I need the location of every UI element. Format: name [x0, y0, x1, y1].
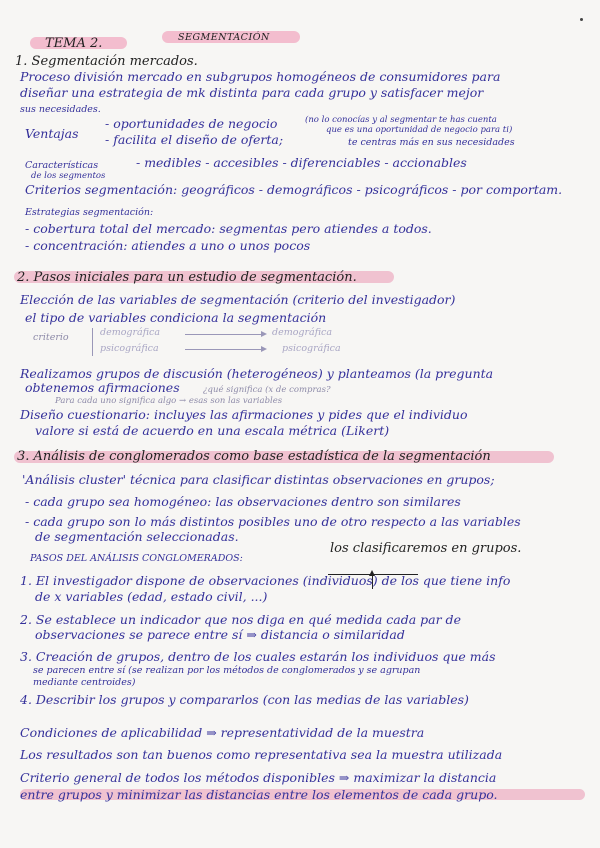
pasos-heading: PASOS DEL ANÁLISIS CONGLOMERADOS:: [30, 553, 243, 564]
bullet-cuestionario: Diseño cuestionario: incluyes las afirmaciones y pides que el individuo: [20, 407, 468, 422]
paso-2-sub: observaciones se parece entre sí ⇒ distancia o similaridad: [35, 627, 405, 642]
clasificaremos-note: los clasificaremos en grupos.: [330, 541, 522, 556]
ventajas-label: Ventajas: [25, 126, 79, 141]
analisis-cluster-def: 'Análisis cluster' técnica para clasificar distintas observaciones en grupos;: [22, 472, 495, 487]
bullet-afirmaciones: obtenemos afirmaciones: [25, 380, 180, 395]
criterio-bracket: [92, 328, 93, 356]
estrategia-concentracion: - concentración: atiendes a uno o unos pocos: [25, 238, 311, 253]
paso-3-sub: se parecen entre sí (se realizan por los métodos de conglomerados y se agrupan: [33, 665, 421, 676]
section-1-heading: 1. Segmentación mercados.: [15, 54, 198, 69]
demografica-right: demográfica: [272, 327, 333, 338]
afirmaciones-note: ¿qué significa (x de compras?: [203, 385, 331, 395]
ventaja-1: - oportunidades de negocio: [105, 116, 278, 131]
criterio-general-sub: entre grupos y minimizar las distancias entre los elementos de cada grupo.: [20, 787, 498, 802]
ventaja-2-note: te centras más en sus necesidades: [348, 137, 515, 148]
definition-line-2: diseñar una estrategia de mk distinta para cada grupo y satisfacer mejor: [20, 85, 484, 100]
condiciones-aplicabilidad: Condiciones de aplicabilidad ⇒ representatividad de la muestra: [20, 725, 425, 740]
section-2-heading: 2. Pasos iniciales para un estudio de segmentación.: [17, 270, 357, 285]
definition-line-1: Proceso división mercado en subgrupos homogéneos de consumidores para: [20, 69, 501, 84]
caracteristicas-items: - medibles - accesibles - diferenciables - accionables: [136, 155, 467, 170]
paso-1-sub: de x variables (edad, estado civil, ...): [35, 589, 268, 604]
demografica-left: demográfica: [100, 327, 161, 338]
criterios-segmentacion: Criterios segmentación: geográficos - demográficos - psicográficos - por comportam.: [25, 182, 563, 197]
psicografica-left: psicográfica: [100, 343, 159, 354]
caracteristicas-label: Características: [25, 160, 99, 171]
cluster-homogeneo: - cada grupo sea homogéneo: las observaciones dentro son similares: [25, 494, 461, 509]
variables-note: Para cada uno significa algo → esas son las variables: [55, 396, 283, 406]
bullet-variables: Elección de las variables de segmentación (criterio del investigador): [20, 292, 456, 307]
estrategias-label: Estrategias segmentación:: [25, 207, 154, 218]
cluster-distintos: - cada grupo son lo más distintos posibles uno de otro respecto a las variables: [25, 514, 521, 529]
paso-1: 1. El investigador dispone de observaciones (individuos) de los que tiene info: [20, 573, 511, 588]
ventaja-1-note-line-1: (no lo conocías y al segmentar te has cuenta: [305, 115, 497, 125]
paso-3: 3. Creación de grupos, dentro de los cuales estarán los individuos que más: [20, 649, 496, 664]
cluster-distintos-sub: de segmentación seleccionadas.: [35, 529, 239, 544]
criterio-label: criterio: [33, 332, 69, 343]
bullet-variables-sub: el tipo de variables condiciona la segmentación: [25, 310, 327, 325]
page-title: SEGMENTACIÓN: [178, 32, 270, 43]
paso-4: 4. Describir los grupos y compararlos (con las medias de las variables): [20, 692, 469, 707]
definition-line-3: sus necesidades.: [20, 104, 101, 115]
caracteristicas-label-sub: de los segmentos: [31, 171, 106, 181]
psicografica-arrow: [185, 349, 265, 350]
section-3-heading: 3. Análisis de conglomerados como base estadística de la segmentación: [17, 449, 491, 464]
tema-label: TEMA 2.: [45, 36, 103, 51]
psicografica-right: psicográfica: [282, 343, 341, 354]
estrategia-cobertura: - cobertura total del mercado: segmentas pero atiendes a todos.: [25, 221, 432, 236]
paso-3-sub-2: mediante centroides): [33, 677, 136, 688]
resultados-representativa: Los resultados son tan buenos como representativa sea la muestra utilizada: [20, 747, 503, 762]
bullet-cuestionario-sub: valore si está de acuerdo en una escala métrica (Likert): [35, 423, 390, 438]
ventaja-1-note-line-2: que es una oportunidad de negocio para ti): [326, 125, 513, 135]
bullet-grupos-discusion: Realizamos grupos de discusión (heterogéneos) y planteamos (la pregunta: [20, 366, 494, 381]
criterio-general: Criterio general de todos los métodos disponibles ⇒ maximizar la distancia: [20, 770, 497, 785]
demografica-arrow: [185, 334, 265, 335]
paso-2: 2. Se establece un indicador que nos diga en qué medida cada par de: [20, 612, 461, 627]
ventaja-2: - facilita el diseño de oferta;: [105, 132, 284, 147]
ink-dot: [580, 18, 583, 21]
